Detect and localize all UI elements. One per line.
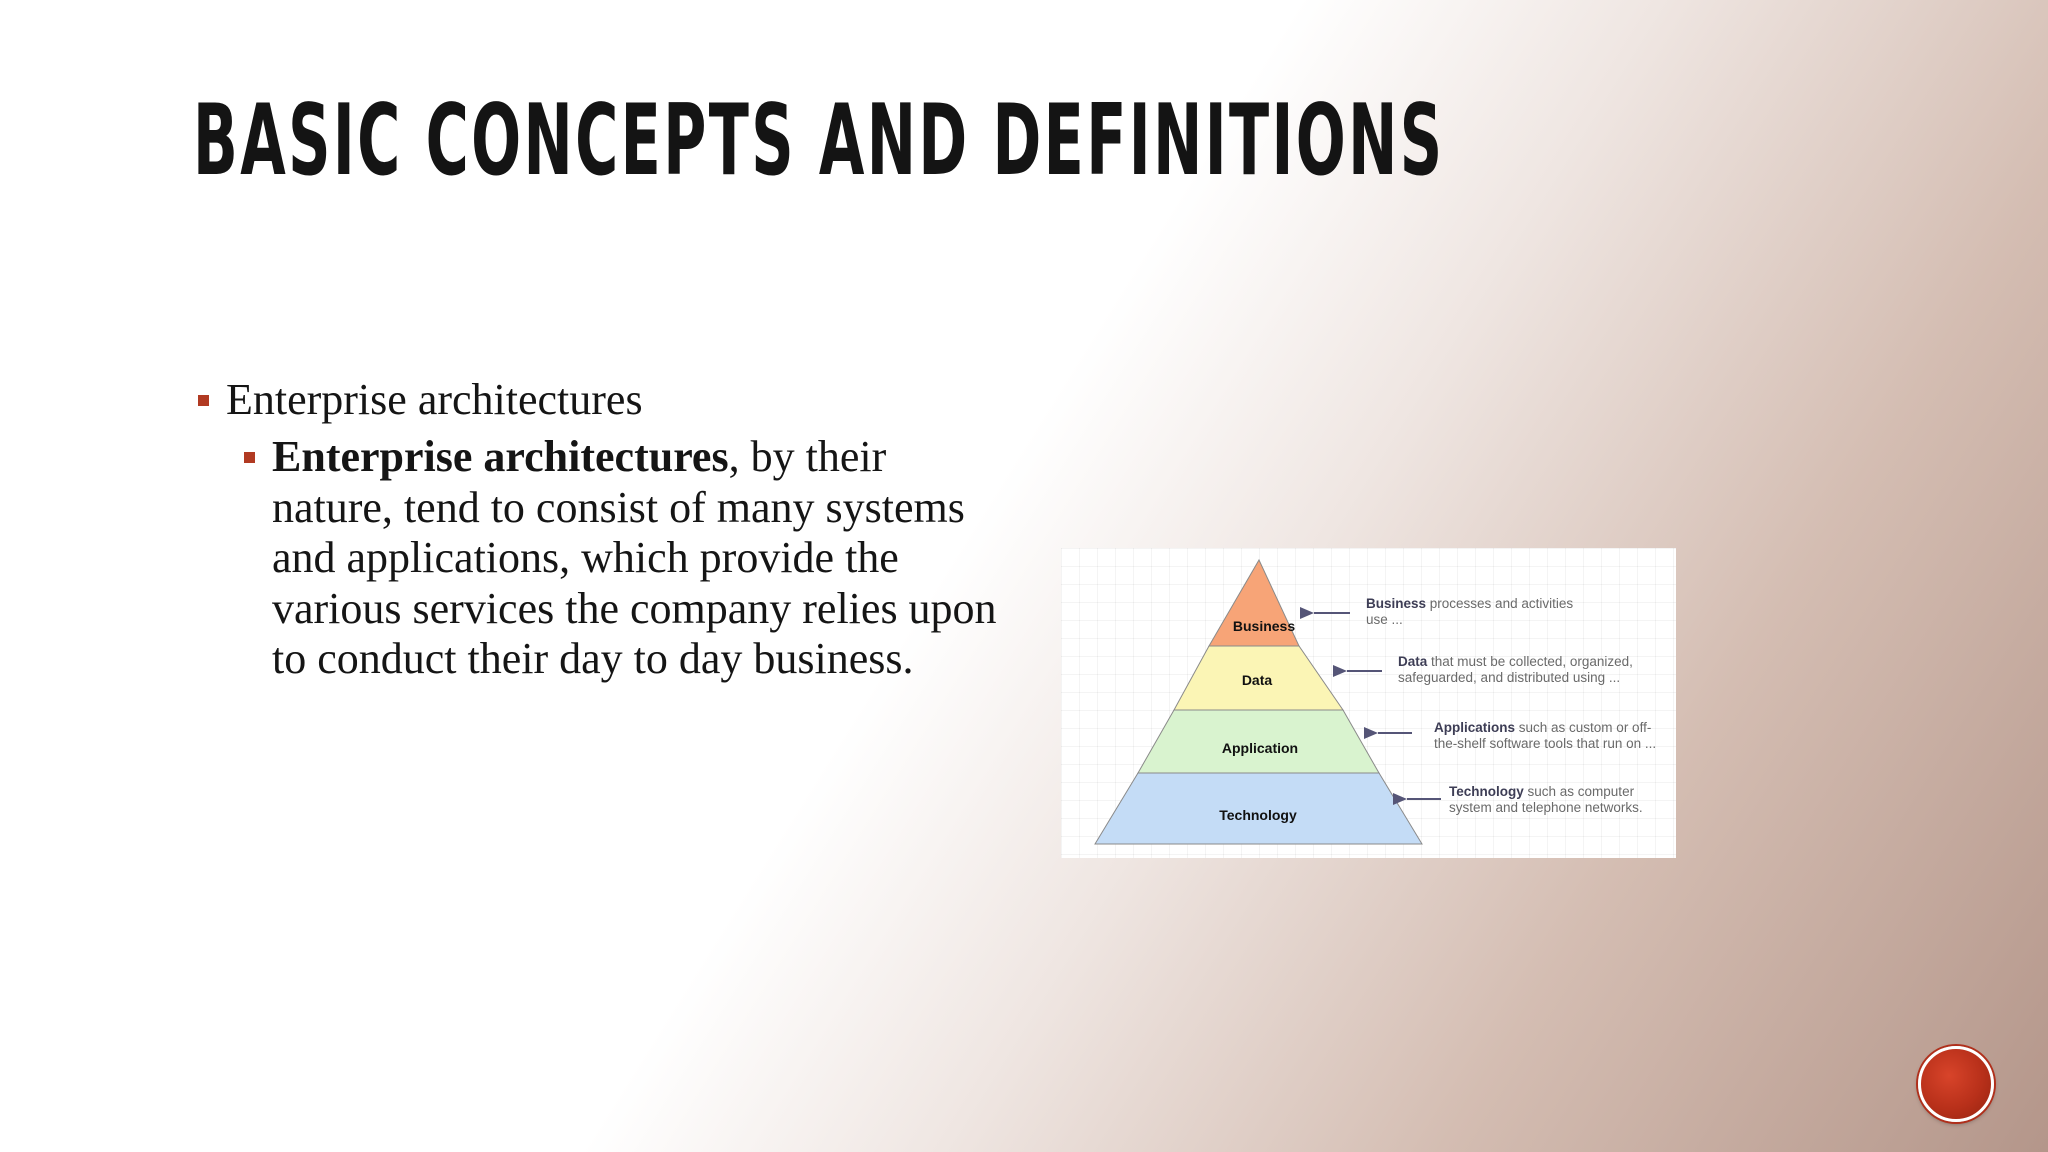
description-data-text: that must be collected, organized, (1427, 654, 1633, 669)
description-technology-text: such as computer (1523, 784, 1635, 799)
description-technology-bold: Technology (1449, 784, 1524, 799)
slide-body (196, 372, 996, 685)
square-bullet-icon (198, 395, 209, 406)
slide-logo-icon (1918, 1046, 1994, 1122)
description-data-bold: Data (1398, 654, 1428, 669)
bullet-level-2-bold: Enterprise architectures (272, 432, 729, 481)
bullet-level-1-text: Enterprise architectures (226, 375, 643, 424)
architecture-pyramid-diagram (1061, 548, 1676, 858)
description-data (1398, 654, 1633, 685)
slide-title: BASIC CONCEPTS AND DEFINITIONS (193, 84, 1445, 198)
square-bullet-icon (244, 452, 255, 463)
description-applications-bold: Applications (1434, 720, 1516, 735)
layer-label-application: Application (1221, 740, 1299, 756)
description-business (1366, 596, 1573, 627)
layer-label-business: Business (1232, 618, 1296, 634)
description-technology-line2: system and telephone networks. (1449, 799, 1643, 815)
description-applications-text: such as custom or off- (1515, 720, 1652, 735)
description-technology (1449, 784, 1643, 815)
description-data-line2: safeguarded, and distributed using ... (1398, 669, 1621, 685)
bullet-level-2-text (272, 432, 1012, 685)
description-business-text: processes and activities (1426, 596, 1574, 611)
description-applications (1434, 720, 1656, 751)
description-applications-line2: the-shelf software tools that run on ... (1434, 735, 1657, 751)
description-business-line2: use ... (1366, 611, 1403, 627)
bullet-level-2-rest: , by their nature, tend to consist of many systems and applications, which provide the various services the company relies upon to conduct their day to day business. (272, 432, 997, 683)
bullet-level-1 (196, 372, 996, 428)
description-business-bold: Business (1366, 596, 1427, 611)
layer-label-data: Data (1241, 672, 1273, 688)
bullet-level-2 (272, 432, 996, 685)
layer-label-technology: Technology (1219, 807, 1297, 823)
